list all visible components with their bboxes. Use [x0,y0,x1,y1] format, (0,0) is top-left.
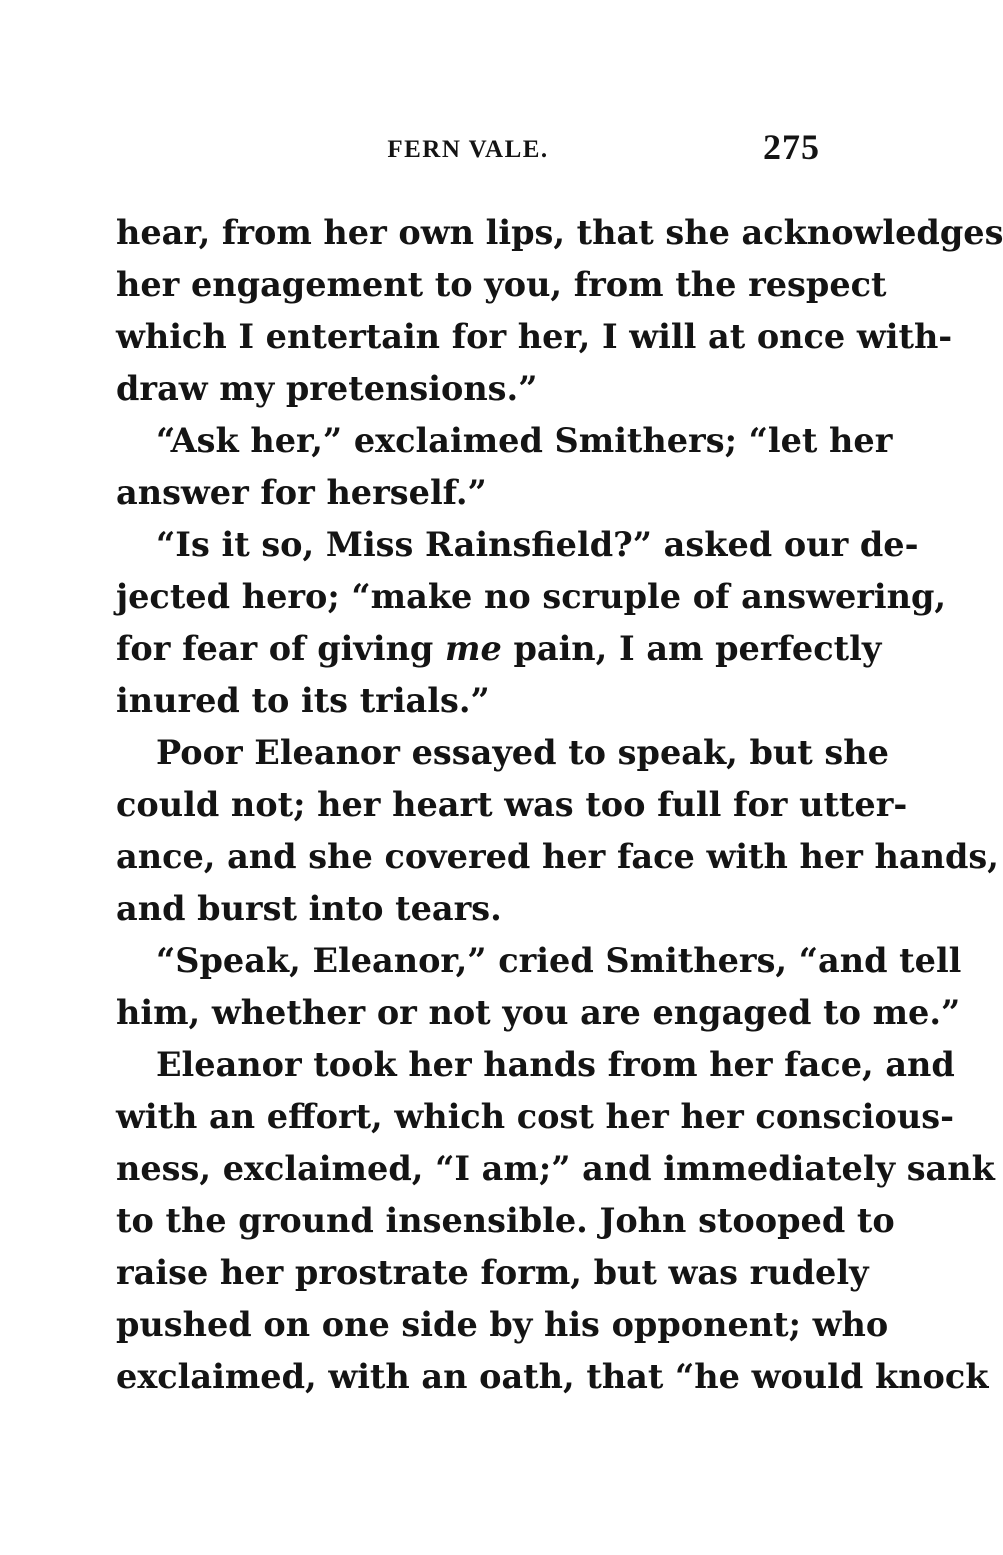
text-line: with an effort, which cost her her conscious- [116,1097,954,1136]
text-line: to the ground insensible. John stooped to [116,1201,895,1240]
text-line: and burst into tears. [116,889,502,928]
text-line: could not; her heart was too full for utter- [116,785,908,824]
text-line: ness, exclaimed, “I am;” and immediately sank [116,1149,995,1188]
text-line: Eleanor took her hands from her face, and [156,1045,955,1084]
text-line: draw my pretensions.” [116,369,538,408]
text-line: “Speak, Eleanor,” cried Smithers, “and tell [156,941,962,980]
text-line: exclaimed, with an oath, that “he would knock [116,1357,989,1396]
text-line: jected hero; “make no scruple of answering, [116,577,947,616]
text-segment: for fear of giving [116,629,446,668]
italic-word: me [445,629,502,668]
text-line: raise her prostrate form, but was rudely [116,1253,869,1292]
text-line: answer for herself.” [116,473,487,512]
page-number: 275 [763,127,820,167]
running-head [116,126,820,174]
text-line: which I entertain for her, I will at once with- [116,317,953,356]
text-line: ance, and she covered her face with her hands, [116,837,999,876]
text-line [116,623,882,675]
body-text [116,207,1003,1403]
text-line: pushed on one side by his opponent; who [116,1305,889,1344]
text-line: hear, from her own lips, that she acknowledges [116,213,1003,252]
running-title: FERN VALE. [387,136,549,163]
text-line: him, whether or not you are engaged to me.” [116,993,961,1032]
text-line: “Ask her,” exclaimed Smithers; “let her [156,421,893,460]
text-line: Poor Eleanor essayed to speak, but she [156,733,889,772]
text-segment: pain, I am perfectly [501,629,882,668]
text-line: her engagement to you, from the respect [116,265,887,304]
text-line: inured to its trials.” [116,681,490,720]
text-line: “Is it so, Miss Rainsfield?” asked our de- [156,525,919,564]
